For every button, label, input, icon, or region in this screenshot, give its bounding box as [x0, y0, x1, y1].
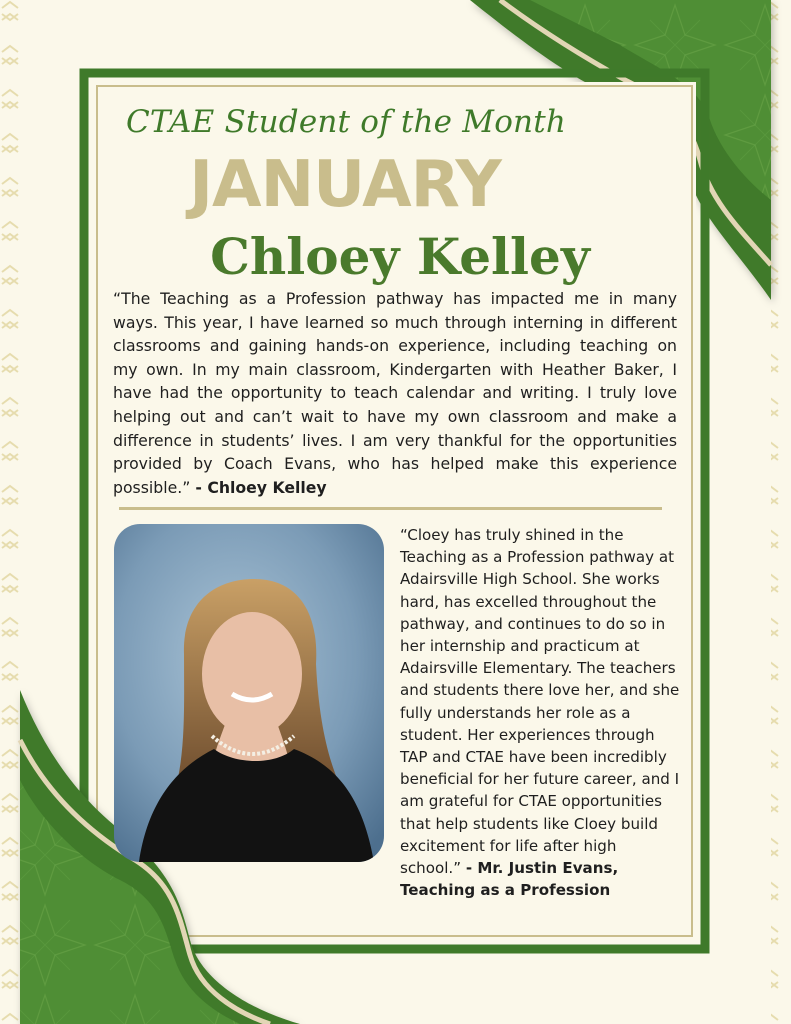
- student-name: Chloey Kelley: [210, 227, 590, 286]
- student-portrait: [114, 524, 384, 862]
- teacher-quote-attribution: - Mr. Justin Evans, Teaching as a Profession: [400, 859, 619, 900]
- student-quote-attribution: - Chloey Kelley: [195, 477, 327, 497]
- program-title: CTAE Student of the Month: [125, 104, 567, 140]
- teacher-quote-text: “Cloey has truly shined in the Teaching as a Profession pathway at Adairsville High School. She works hard, has excelled throughout the pathway, and continues to do so in her internship and practicum at Adairsville Elementary. The teachers and students there love her, and she fully understands her role as a student. Her experiences through TAP and CTAE have been incredibly beneficial for her future career, and I am grateful for CTAE opportunities that help students like Cloey build excitement for life after high school.”: [400, 526, 680, 878]
- month-heading: JANUARY: [189, 148, 501, 222]
- student-quote-text: “The Teaching as a Profession pathway has impacted me in many ways. This year, I have learned so much through interning in different classrooms and gaining hands-on experience, including teaching on my own. In my main classroom, Kindergarten with Heather Baker, I have had the opportunity to teach calendar and writing. I truly love helping out and can’t wait to have my own classroom and make a difference in students’ lives. I am very thankful for the opportunities provided by Coach Evans, who has helped make this experience possible.”: [113, 289, 677, 497]
- teacher-quote: [400, 524, 680, 901]
- section-divider: [119, 507, 662, 510]
- student-quote: [113, 287, 677, 499]
